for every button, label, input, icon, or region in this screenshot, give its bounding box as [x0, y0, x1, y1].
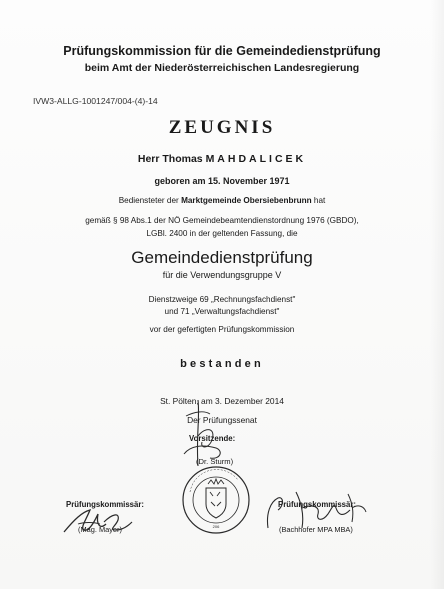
- document-title: ZEUGNIS: [168, 117, 276, 138]
- svg-text:206: 206: [212, 524, 220, 529]
- birth-date: geboren am 15. November 1971: [154, 176, 290, 186]
- examiner-right-name: (Bachhofer MPA MBA): [279, 525, 353, 534]
- person-prefix: Herr Thomas: [137, 153, 203, 165]
- official-seal: [180, 462, 252, 538]
- employment-line: [0, 196, 444, 205]
- header-authority: beim Amt der Niederösterreichischen Landesregierung: [84, 62, 360, 74]
- exam-group: für die Verwendungsgruppe V: [162, 270, 282, 280]
- examiner-right-label: Prüfungskommissär:: [278, 500, 356, 509]
- legal-basis-line-2: LGBl. 2400 in der geltenden Fassung, die: [146, 229, 298, 238]
- examiner-left-label: Prüfungskommissär:: [66, 500, 144, 509]
- chair-name: (Dr. Sturm): [196, 457, 234, 466]
- senate-label: Der Prüfungssenat: [187, 415, 257, 425]
- examiner-left-name: (Mag. Mayer): [78, 525, 122, 534]
- place-date: St. Pölten, am 3. Dezember 2014: [160, 396, 284, 406]
- result-passed: bestanden: [180, 358, 264, 370]
- employment-pre: Bediensteter der: [118, 196, 179, 205]
- header-commission: Prüfungskommission für die Gemeindedienstprüfung: [63, 44, 381, 58]
- seal-emblem-icon: [180, 462, 252, 538]
- employment-post: hat: [313, 196, 326, 205]
- legal-basis-line-1: gemäß § 98 Abs.1 der NÖ Gemeindebeamtendienstordnung 1976 (GBDO),: [85, 216, 359, 225]
- before-commission: vor der gefertigten Prüfungskommission: [149, 325, 295, 334]
- service-branch-1: Dienstzweige 69 „Rechnungsfachdienst": [148, 295, 296, 304]
- reference-number: IVW3-ALLG-1001247/004-(4)-14: [33, 96, 158, 106]
- person-surname: MAHDALICEK: [205, 153, 307, 165]
- service-branch-2: und 71 „Verwaltungsfachdienst": [164, 307, 280, 316]
- chair-label: Vorsitzende:: [189, 434, 236, 443]
- exam-name: Gemeindedienstprüfung: [131, 248, 313, 267]
- employer-name: Marktgemeinde Obersiebenbrunn: [181, 196, 312, 205]
- person-name: [0, 153, 444, 165]
